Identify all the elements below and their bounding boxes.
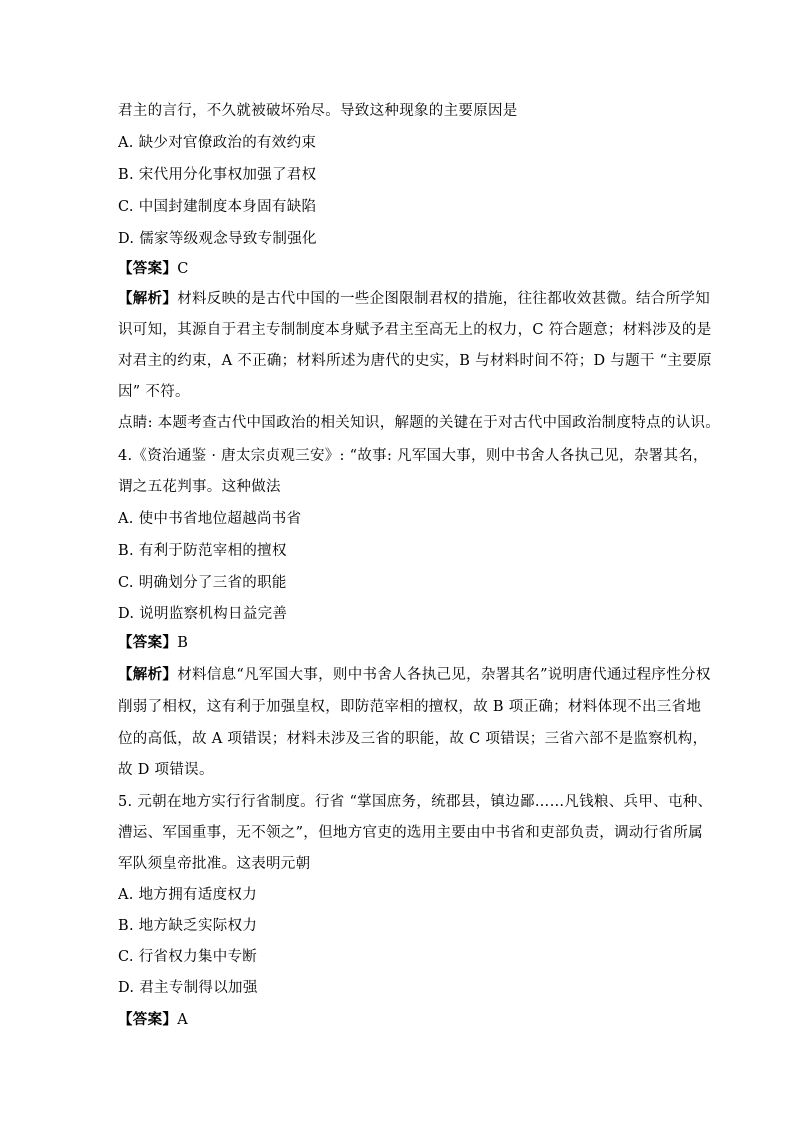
q5-option-c: C. 行省权力集中专断 [118,949,258,965]
q4-answer-label: 【答案】 [118,634,178,651]
q5-option-a: A. 地方拥有适度权力 [118,887,257,903]
q5-answer [118,1010,688,1030]
q4-option-c: C. 明确划分了三省的职能 [118,575,287,591]
q3-answer [118,259,688,279]
q3-analysis-line-3: 对君主的约束，A 不正确；材料所述为唐代的史实，B 与材料时间不符；D 与题干 “主要原 [118,353,712,369]
q4-stem-line-1: 4.《资治通鉴 · 唐太宗贞观三安》: “故事: 凡军国大事，则中书舍人各执己见，杂署其名， [118,448,708,464]
q5-stem-line-3: 军队须皇帝批准。这表明元朝 [118,856,311,872]
q4-answer-value: B [177,635,189,651]
q3-option-b: B. 宋代用分化事权加强了君权 [118,167,317,183]
q3-option-c: C. 中国封建制度本身固有缺陷 [118,199,317,215]
q4-option-d: D. 说明监察机构日益完善 [118,606,288,622]
q3-answer-label: 【答案】 [118,260,178,277]
q4-analysis-line-2: 削弱了相权，这有利于加强皇权，即防范宰相的擅权，故 B 项正确；材料体现不出三省地 [118,699,702,715]
q3-answer-value: C [177,261,189,277]
q4-stem-line-2: 谓之五花判事。这种做法 [118,479,281,495]
q3-option-a: A. 缺少对官僚政治的有效约束 [118,135,317,151]
q5-option-d: D. 君主专制得以加强 [118,980,258,996]
q3-tip: 点睛: 本题考查古代中国政治的相关知识，解题的关键在于对古代中国政治制度特点的认识。 [118,415,721,431]
q5-stem-line-2: 漕运、军国重事，无不领之”，但地方官吏的选用主要由中书省和吏部负责，调动行省所属 [118,825,703,841]
q4-analysis-line-1 [118,665,711,685]
q3-analysis-line-4: 因” 不符。 [118,384,190,400]
q5-option-b: B. 地方缺乏实际权力 [118,918,258,934]
q3-analysis-label: 【解析】 [118,290,178,307]
q5-answer-label: 【答案】 [118,1011,178,1028]
q4-analysis-line-4: 故 D 项错误。 [118,762,214,778]
q4-analysis-label: 【解析】 [118,666,178,683]
q5-stem-line-1: 5. 元朝在地方实行行省制度。行省 “掌国庶务，统郡县，镇边鄙……凡钱粮、兵甲、屯种、 [118,794,713,810]
q3-analysis-line-1 [118,289,710,309]
q4-analysis-text-1: 材料信息“凡军国大事，则中书舍人各执己见，杂署其名”说明唐代通过程序性分权 [177,667,711,683]
q4-answer [118,633,688,653]
q5-answer-value: A [177,1012,188,1028]
q3-analysis-line-2: 识可知，其源自于君主专制制度本身赋予君主至高无上的权力，C 符合题意；材料涉及的是 [118,322,712,338]
q4-option-b: B. 有利于防范宰相的擅权 [118,543,287,559]
q3-option-d: D. 儒家等级观念导致专制强化 [118,231,317,247]
q4-analysis-line-3: 位的高低，故 A 项错误；材料未涉及三省的职能，故 C 项错误；三省六部不是监察机构， [118,731,708,747]
q3-analysis-text-1: 材料反映的是古代中国的一些企图限制君权的措施，往往都收效甚微。结合所学知 [177,291,710,307]
q3-stem-tail: 君主的言行，不久就被破坏殆尽。导致这种现象的主要原因是 [118,103,518,119]
q4-option-a: A. 使中书省地位超越尚书省 [118,511,302,527]
